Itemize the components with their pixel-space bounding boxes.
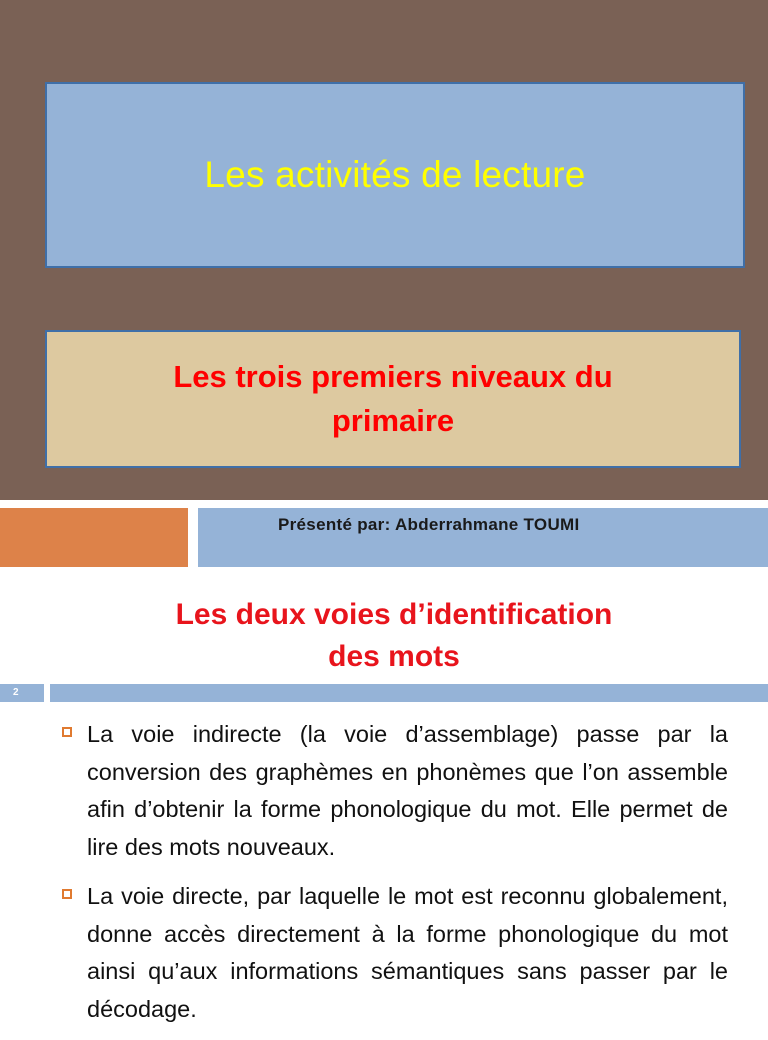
list-item <box>62 716 728 866</box>
subtitle-box <box>45 330 741 468</box>
hollow-square-bullet-icon <box>62 889 72 899</box>
slide-1 <box>0 0 768 500</box>
title-box <box>45 82 745 268</box>
slide-2-title <box>0 594 768 678</box>
presenter-credit: Présenté par: Abderrahmane TOUMI <box>278 515 580 534</box>
slide-2-title-line-2: des mots <box>328 640 460 673</box>
slide-title: Les activités de lecture <box>204 154 586 195</box>
orange-accent-block <box>0 508 188 567</box>
slide-subtitle: Les trois premiers niveaux du primaire <box>173 358 613 438</box>
bullet-list <box>62 716 728 1040</box>
bullet-text: La voie directe, par laquelle le mot est reconnu globalement, donne accès directement à la forme phonologique du mot ainsi qu’aux informations sémantiques sans passer par le décodage. <box>87 883 728 1022</box>
slide-2-title-line-1: Les deux voies d’identification <box>175 598 613 631</box>
bullet-text: La voie indirecte (la voie d’assemblage) passe par la conversion des graphèmes en phonèmes que l’on assemble afin d’obtenir la forme phonologique du mot. Elle permet de lire des mots nouveaux. <box>87 721 728 860</box>
page-number: 2 <box>0 684 44 702</box>
list-item <box>62 878 728 1028</box>
slide-2-header-bar <box>50 684 768 702</box>
hollow-square-bullet-icon <box>62 727 72 737</box>
